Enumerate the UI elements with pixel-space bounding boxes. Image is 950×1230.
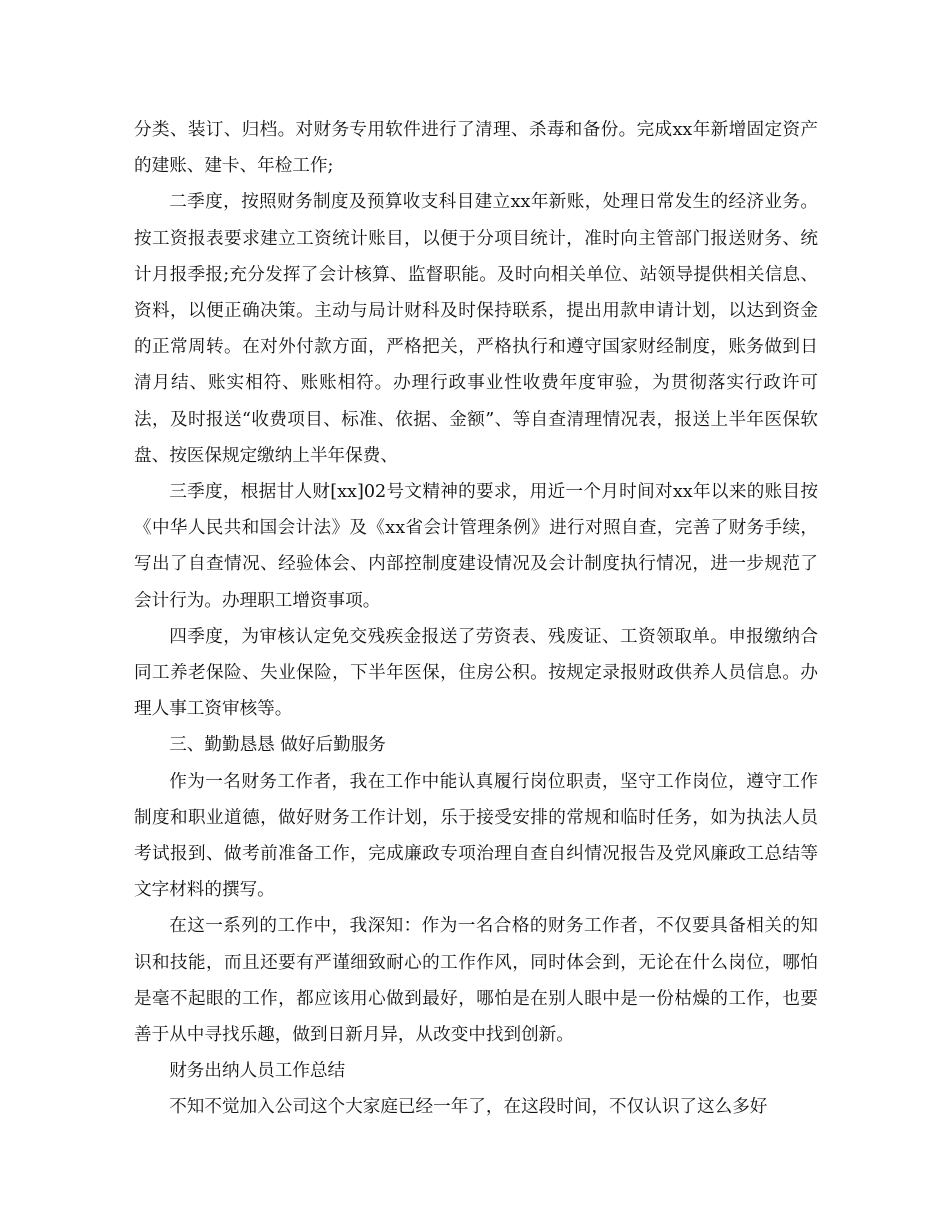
- paragraph-cashier-intro: 不知不觉加入公司这个大家庭已经一年了，在这段时间，不仅认识了这么多好: [169, 1097, 768, 1118]
- paragraph-duties: 作为一名财务工作者，我在工作中能认真履行岗位职责，坚守工作岗位，遵守工作制度和职业道德，做好财务工作计划，乐于接受安排的常规和临时任务，如为执法人员考试报到、做考前准备工作，完成廉政专项治理自查自纠情况报告及党风廉政工总结等文字材料的撰写。: [134, 771, 818, 901]
- paragraph-third-quarter: 三季度，根据甘人财[xx]02号文精神的要求，用近一个月时间对xx年以来的账目按《中华人民共和国会计法》及《xx省会计管理条例》进行对照自查，完善了财务手续，写出了自查情况、经验体会、内部控制度建设情况及会计制度执行情况，进一步规范了会计行为。办理职工增资事项。: [134, 482, 818, 611]
- paragraph-continued: 分类、装订、归档。对财务专用软件进行了清理、杀毒和备份。完成xx年新增固定资产的建账、建卡、年检工作;: [134, 120, 818, 177]
- paragraph-second-quarter: 二季度，按照财务制度及预算收支科目建立xx年新账，处理日常发生的经济业务。按工资报表要求建立工资统计账目，以便于分项目统计，准时向主管部门报送财务、统计月报季报;充分发挥了会计核算、监督职能。及时向相关单位、站领导提供相关信息、资料，以便正确决策。主动与局计财科及时保持联系，提出用款申请计划，以达到资金的正常周转。在对外付款方面，严格把关，严格执行和遵守国家财经制度，账务做到日清月结、账实相符、账账相符。办理行政事业性收费年度审验，为贯彻落实行政许可法，及时报送“收费项目、标准、依据、金额”、等自查清理情况表，报送上半年医保软盘、按医保规定缴纳上半年保费、: [134, 192, 818, 466]
- section-heading-logistics: 三、勤勤恳恳 做好后勤服务: [169, 735, 386, 756]
- paragraph-fourth-quarter: 四季度，为审核认定免交残疾金报送了劳资表、残废证、工资领取单。申报缴纳合同工养老保险、失业保险，下半年医保，住房公积。按规定录报财政供养人员信息。办理人事工资审核等。: [134, 626, 818, 720]
- document-body: [134, 112, 818, 1126]
- paragraph-reflection: 在这一系列的工作中，我深知：作为一名合格的财务工作者，不仅要具备相关的知识和技能，而且还要有严谨细致耐心的工作作风，同时体会到，无论在什么岗位，哪怕是毫不起眼的工作，都应该用心做到最好，哪怕是在别人眼中是一份枯燥的工作，也要善于从中寻找乐趣，做到日新月异，从改变中找到创新。: [134, 916, 818, 1046]
- section-heading-cashier-summary: 财务出纳人员工作总结: [169, 1061, 346, 1082]
